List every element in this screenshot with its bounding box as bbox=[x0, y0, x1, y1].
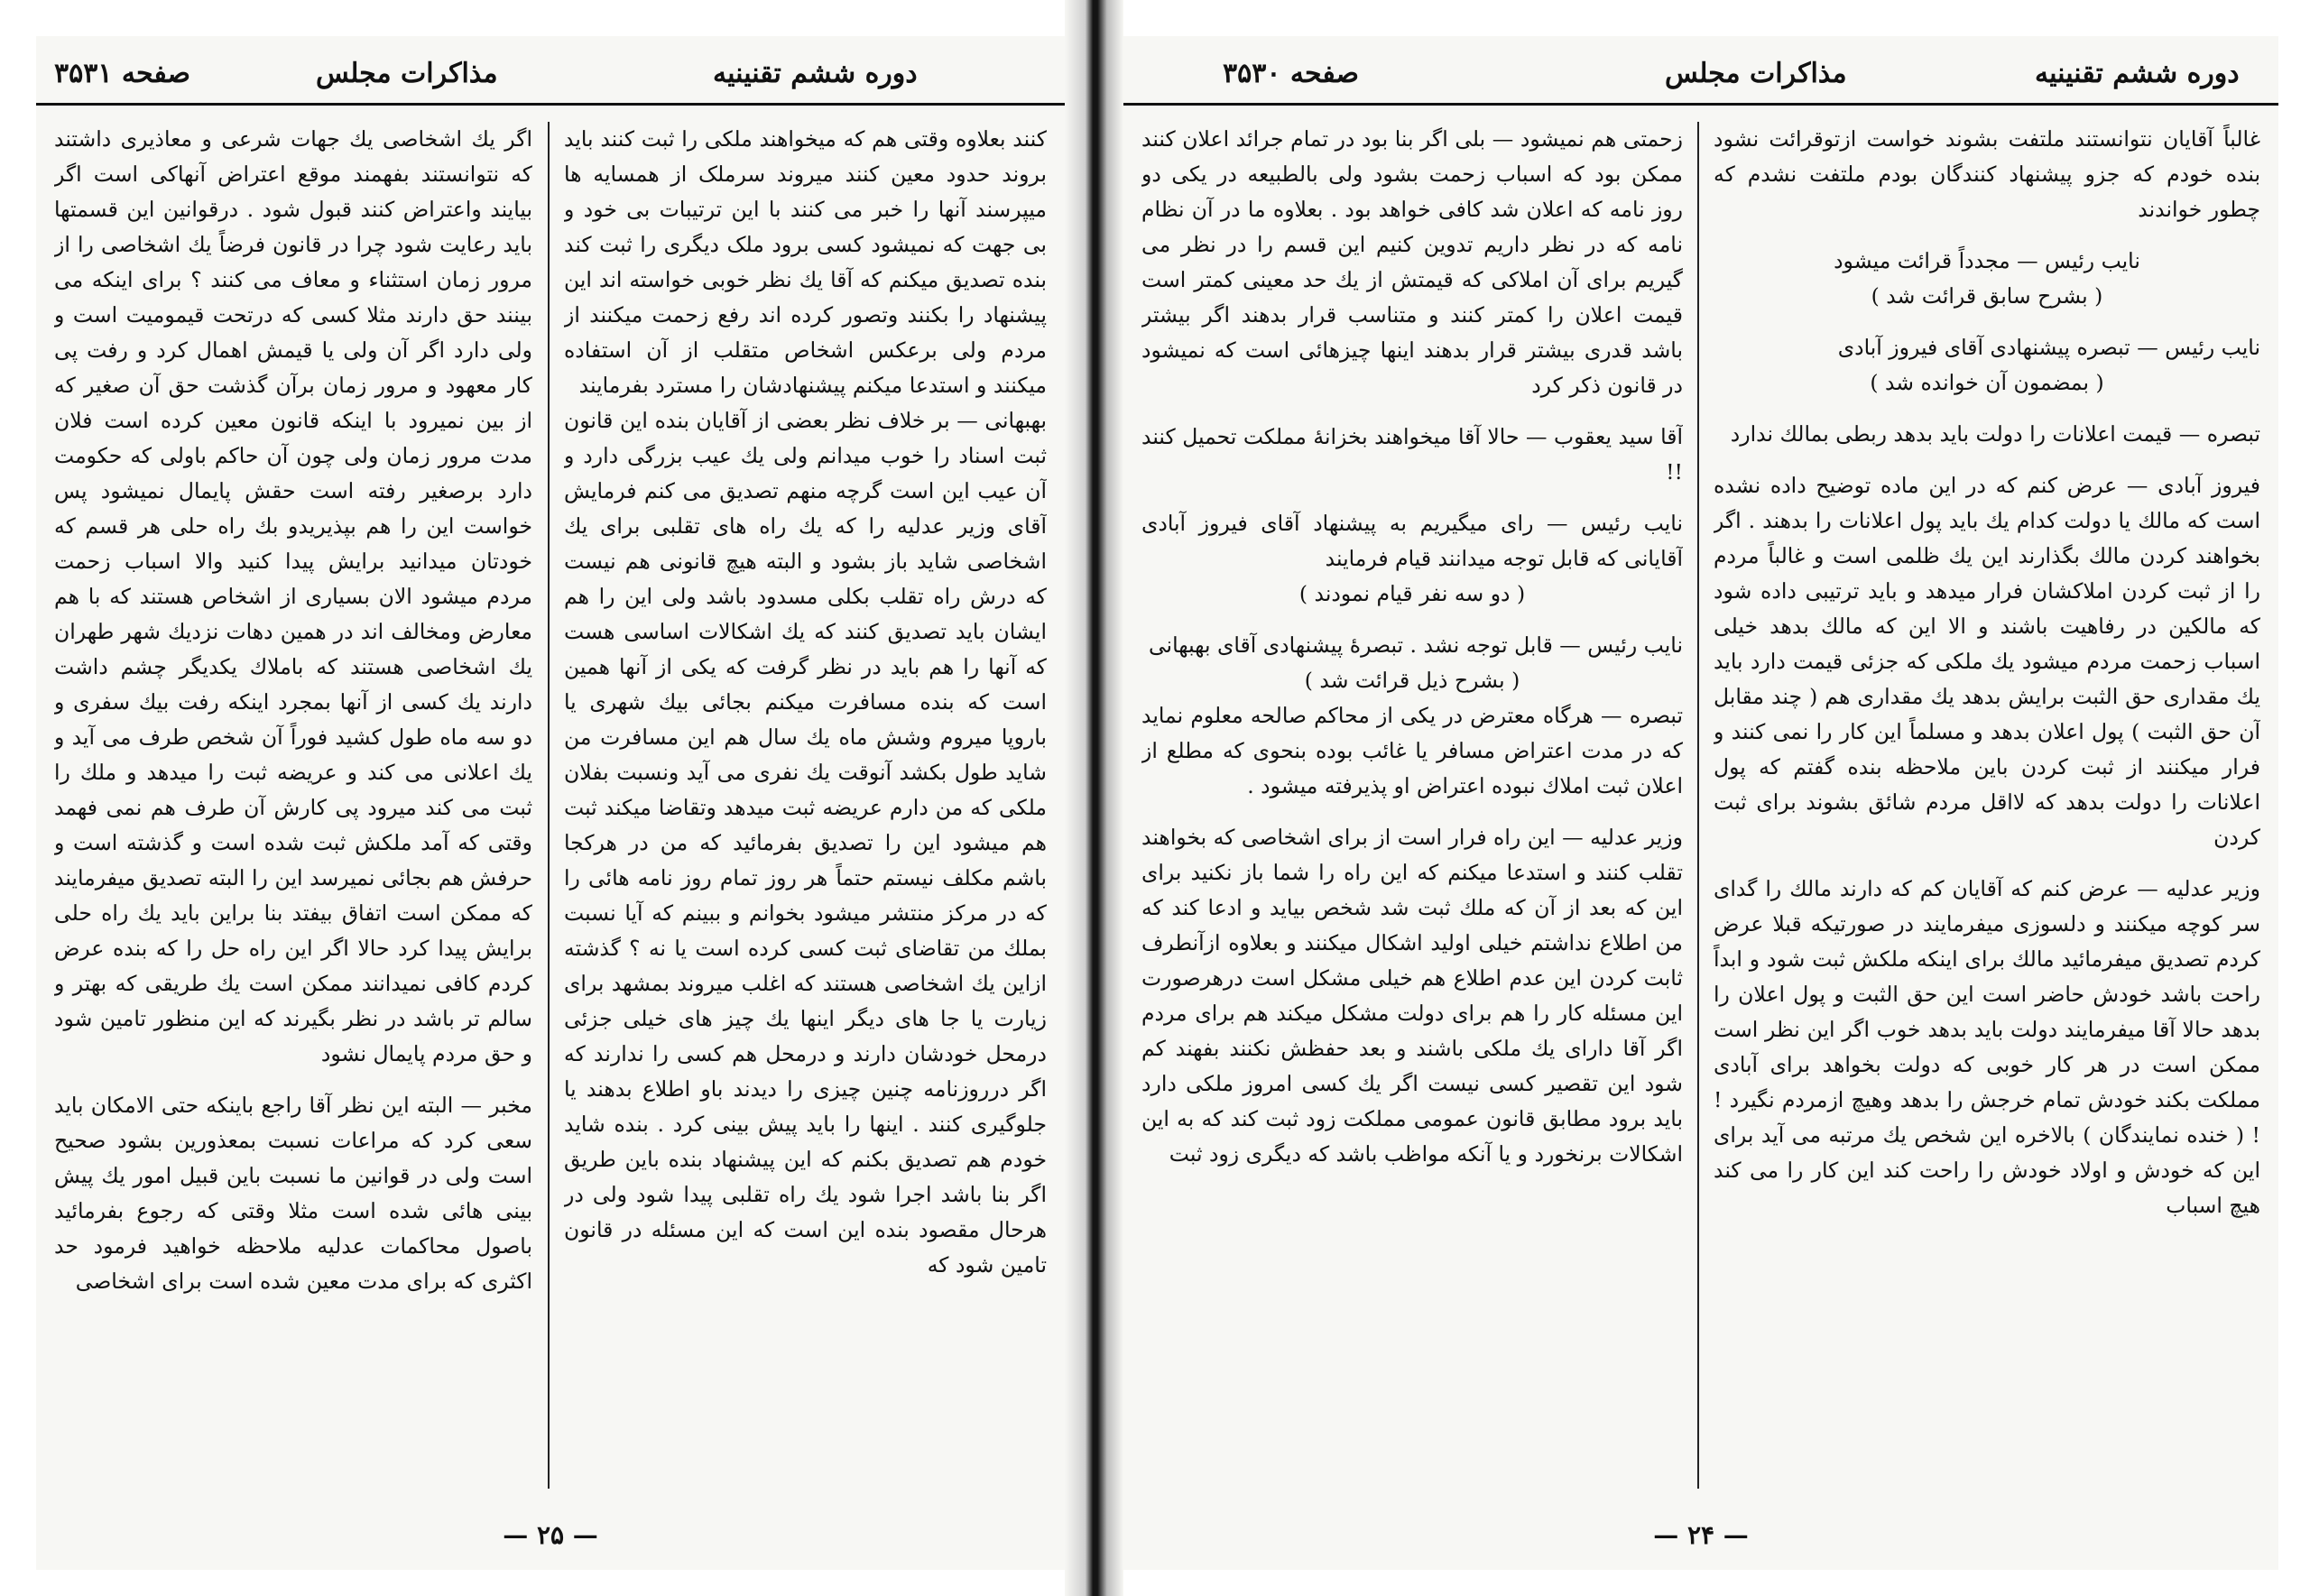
paragraph: فیروز آبادی — عرض کنم که در این ماده توضیح داده نشده است که مالك یا دولت کدام یك باید پول اعلانات را بدهند . اگر بخواهند کردن مالك بگذارند این یك ظلمی است و غالباً مردم را از ثبت کردن املاکشان فرار میدهد و باید ترتیبی داده شود که مالکین در رفاهیت باشند و الا این که مالك بدهد خیلی اسباب زحمت مردم میشود یك ملکی که جزئی قیمت دارد باید یك مقداری حق الثبت برایش بدهد یك مقداری هم ( چند مقابل آن حق الثبت ) پول اعلان بدهد و مسلماً این کار را نمی کنند و فرار میکنند از ثبت کردن باین ملاحظه بنده گفتم که پول اعلانات را دولت بدهد که لااقل مردم شائق بشوند برای ثبت کردن bbox=[1714, 473, 2260, 850]
right-page-left-column bbox=[1141, 122, 1683, 1489]
right-page-columns bbox=[1141, 122, 2260, 1489]
stage-note: ( دو سه نفر قیام نمودند ) bbox=[1298, 581, 1526, 606]
paragraph: نایب رئیس — قابل توجه نشد . تبصرهٔ پیشنهادی آقای بهبهانی bbox=[1148, 632, 1683, 658]
left-page-right-column bbox=[564, 122, 1047, 1489]
paragraph: وزیر عدلیه — این راه فرار است از برای اشخاصی که بخواهند تقلب کنند و استدعا میکنم که این راه را شما باز نکنید برای این که بعد از آن که ملك ثبت شد شخص بیاید و ادعا کند که من اطلاع نداشتم خیلی اولید اشکال میکنند و بعلاوه ازآنطرف ثابت کردن این عدم اطلاع هم خیلی مشکل است درهرصورت این مسئله کار را هم برای دولت مشکل میکند هم برای مردم اگر آقا دارای یك ملکی باشند و بعد حفظش نکنند بفهند کم شود این تقصیر کسی نیست اگر یك کسی امروز ملکی دارد باید برود مطابق قانون عمومی مملکت زود ثبت کند که به این اشکالات برنخورد و یا آنکه مواظب باشد که دیگری زود ثبت bbox=[1141, 825, 1683, 1167]
column-divider bbox=[1697, 122, 1699, 1489]
column-divider bbox=[548, 122, 550, 1489]
speaker-remark: نایب رئیس — مجدداً قرائت میشود bbox=[1834, 248, 2140, 273]
right-page-header bbox=[1123, 52, 2278, 106]
right-page bbox=[1123, 36, 2278, 1570]
left-page-columns bbox=[54, 122, 1047, 1489]
paragraph: بهبهانی — بر خلاف نظر بعضی از آقایان بنده این قانون ثبت اسناد را خوب میدانم ولی یك عیب بزرگی دارد و آن عیب این است گرچه منهم تصدیق می کنم فرمایش آقای وزیر عدلیه را که یك راه های تقلبی برای یك اشخاصی شاید باز بشود و البته هیچ قانونی هم نیست که درش راه تقلب بکلی مسدود باشد ولی این را هم ایشان باید تصدیق کنند که یك اشکالات اساسی هست که آنها را هم باید در نظر گرفت که یکی از آنها همین است که بنده مسافرت میکنم بجائی بیك شهری یا باروپا میروم وشش ماه یك سال هم این مسافرت من شاید طول بکشد آنوقت یك نفری می آید ونسبت بفلان ملکی که من دارم عریضه ثبت میدهد وتقاضا میکند ثبت هم میشود این را تصدیق بفرمائید که من در هرکجا باشم مکلف نیستم حتماً هر روز تمام روز نامه هائی را که در مرکز منتشر میشود بخوانم و ببینم که آیا نسبت بملك من تقاضای ثبت کسی کرده است یا نه ؟ گذشته ازاین یك اشخاصی هستند که اغلب میروند بمشهد برای زیارت یا جا های دیگر اینها یك چیز های خیلی جزئی درمحل خودشان دارند و درمحل هم کسی را ندارند که اگر درروزنامه چنین چیزی را دیدند باو اطلاع بدهند یا جلوگیری کنند . اینها را باید پیش بینی کرد . بنده شاید خودم هم تصدیق بکنم که این پیشنهاد بنده باین طریق اگر بنا باشد اجرا شود یك راه تقلبی پیدا شود ولی در هرحال مقصود بنده این است که این مسئله در قانون تامین شود که bbox=[564, 408, 1047, 1278]
paragraph: نایب رئیس — رای میگیریم به پیشنهاد آقای فیروز آبادی آقایانی که قابل توجه میدانند قیام فرمایند bbox=[1141, 511, 1683, 571]
header-term: دوره ششم تقنینیه bbox=[713, 58, 918, 89]
book-gutter bbox=[1065, 0, 1123, 1596]
left-page bbox=[36, 36, 1065, 1570]
stage-note: ( بمضمون آن خوانده شد ) bbox=[1870, 370, 2104, 395]
header-title: مذاکرات مجلس bbox=[316, 58, 498, 89]
left-page-header bbox=[36, 52, 1065, 106]
header-title: مذاکرات مجلس bbox=[1665, 58, 1847, 89]
paragraph: کنند بعلاوه وقتی هم که میخواهند ملکی را ثبت کنند باید بروند حدود معین کنند میروند سرملک از همسایه ها میپرسند آنها را خبر می کنند با این ترتیبات بی خود و بی جهت که نمیشود کسی برود ملک دیگری را ثبت کند بنده تصدیق میکنم که آقا یك نظر خوبی خواسته اند این پیشنهاد را بکنند وتصور کرده اند رفع زحمت میکنند از مردم ولی برعکس اشخاص متقلب از آن استفاده میکنند و استدعا میکنم پیشنهادشان را مسترد بفرمایند bbox=[564, 126, 1047, 398]
paragraph: غالباً آقایان نتوانستند ملتفت بشوند خواست ازتوقرائت نشود بنده خودم که جزو پیشنهاد کنندگان بودم ملتفت نشدم که چطور خواندند bbox=[1714, 126, 2260, 222]
paragraph: نایب رئیس — تبصره پیشنهادی آقای فیروز آبادی bbox=[1837, 335, 2260, 360]
amendment-text: تبصره — قیمت اعلانات را دولت باید بدهد ربطی بمالك ندارد bbox=[1730, 421, 2260, 447]
stage-note: ( بشرح سابق قرائت شد ) bbox=[1871, 283, 2103, 309]
paragraph: زحمتی هم نمیشود — بلی اگر بنا بود در تمام جرائد اعلان کنند ممکن بود که اسباب زحمت بشود ولی بالطبیعه در یکی دو روز نامه که اعلان شد کافی خواهد بود . بعلاوه ما در آن نظام نامه که در نظر داریم تدوین کنیم این قسم را در نظر می گیریم برای آن املاکی که قیمتش از یك حد معینی کمتر است قیمت اعلان را کمتر کنند و متناسب قرار بدهند اگر بیشتر باشد قدری بیشتر قرار بدهند اینها چیزهائی است که نمیشود در قانون ذکر کرد bbox=[1141, 126, 1683, 398]
speaker-remark: آقا سید یعقوب — حالا آقا میخواهند بخزانهٔ مملکت تحمیل کنند !! bbox=[1141, 424, 1683, 484]
right-page-right-column bbox=[1714, 122, 2260, 1489]
left-page-left-column bbox=[54, 122, 532, 1489]
paragraph: اگر یك اشخاصی یك جهات شرعی و معاذیری داشتند که نتوانستند بفهمند موقع اعتراض آنهاکی است اگر بیایند واعتراض کنند قبول شود . درقوانین این قسمتها باید رعایت شود چرا در قانون فرضاً یك اشخاصی را از مرور زمان استثناء و معاف می کنند ؟ برای اینکه می بینند حق دارند مثلا کسی که درتحت قیمومیت است و ولی دارد اگر آن ولی یا قیمش اهمال کرد و رفت پی کار معهود و مرور زمان برآن گذشت حق آن صغیر که از بین نمیرود با اینکه قانون معین کرده است فلان مدت مرور زمان ولی چون آن حاکم باولی که حکومت دارد برصغیر رفته است حقش پایمال نمیشود پس خواست این را هم بپذیریدو بك راه حلی هر قسم که خودتان میدانید برایش پیدا کنید والا اسباب زحمت مردم میشود الان بسیاری از اشخاص هستند که با هم معارض ومخالف اند در همین دهات نزدیك شهر طهران یك اشخاصی هستند که باملاك یکدیگر چشم داشت دارند یك کسی از آنها بمجرد اینکه رفت بیك سفری و دو سه ماه طول کشید فوراً آن شخص طرف می آید و یك اعلانی می کند و عریضه ثبت را میدهد و ملك را ثبت می کند میرود پی کارش آن طرف هم نمی فهمد وقتی که آمد ملکش ثبت شده است و گذشته است و حرفش هم بجائی نمیرسد این را البته تصدیق میفرمایند که ممکن است اتفاق بیفتد بنا براین باید یك راه حلی برایش پیدا کرد حالا اگر این راه حل را که بنده عرض کردم کافی نمیدانند ممکن است یك طریقی که بهتر و سالم تر باشد در نظر بگیرند که این منظور تامین شود و حق مردم پایمال نشود bbox=[54, 126, 532, 1066]
paragraph: مخبر — البته این نظر آقا راجع باینکه حتی الامکان باید سعی کرد که مراعات نسبت بمعذورین بشود صحیح است ولی در قوانین ما نسبت باین قبیل امور یك پیش بینی هائی شده است مثلا وقتی که رجوع بفرمائید باصول محاکمات عدلیه ملاحظه خواهید فرمود حد اکثری که برای مدت معین شده است برای اشخاصی bbox=[54, 1093, 532, 1294]
paragraph: وزیر عدلیه — عرض کنم که آقایان کم که دارند مالك را گدای سر کوچه میکنند و دلسوزی میفرمایند در صورتیکه قبلا عرض کردم تصدیق میفرمائید مالك برای اینکه ملکش ثبت شود و ابداً راحت باشد خودش حاضر است این حق الثبت و پول اعلان را بدهد حالا آقا میفرمایند دولت باید بدهد خوب اگر این نظر است ممکن است در هر کار خوبی که دولت بخواهد برای آبادی مملکت بکند خودش تمام خرجش را بدهد وهیچ ازمردم نگیرد ! ! ( خنده نمایندگان ) بالاخره این شخص یك مرتبه می آید برای این که خودش و اولاد خودش را راحت کند این کار را می کند هیچ اسباب bbox=[1714, 876, 2260, 1218]
header-term: دوره ششم تقنینیه bbox=[2035, 58, 2240, 89]
page-footer-number: — ۲۴ — bbox=[1653, 1520, 1749, 1550]
page-footer-number: — ۲۵ — bbox=[503, 1520, 598, 1550]
page-number-label: صفحه ۳۵۳۱ bbox=[54, 58, 190, 89]
stage-note: ( بشرح ذیل قرائت شد ) bbox=[1304, 668, 1520, 693]
page-number-label: صفحه ۳۵۳۰ bbox=[1223, 58, 1359, 89]
amendment-text: تبصره — هرگاه معترض در یکی از محاکم صالحه معلوم نماید که در مدت اعتراض مسافر یا غائب بوده بنحوی که مطلع از اعلان ثبت املاك نبوده اعتراض او پذیرفته میشود . bbox=[1141, 703, 1683, 798]
